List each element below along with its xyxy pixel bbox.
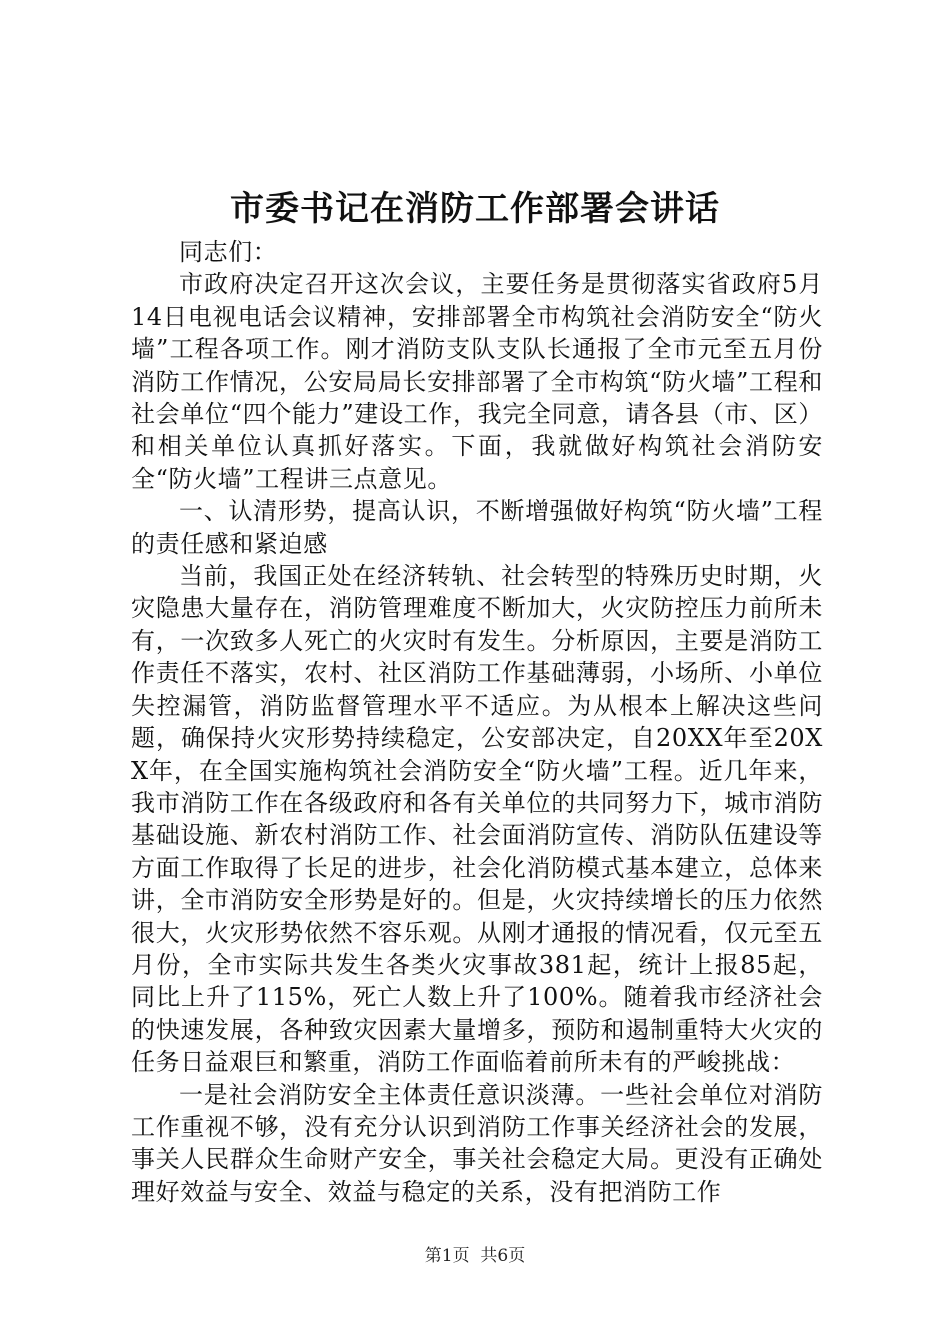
page-number: 第1页 共6页 xyxy=(424,1246,526,1266)
salutation-paragraph: 同志们： xyxy=(179,238,278,266)
page-footer xyxy=(0,1244,950,1268)
document-title: 市委书记在消防工作部署会讲话 xyxy=(230,189,720,229)
point-one-paragraph: 一是社会消防安全主体责任意识淡薄。一些社会单位对消防工作重视不够，没有充分认识到消防工作事关经济社会的发展，事关人民群众生命财产安全，事关社会稳定大局。更没有正确处理好效益与安全、效益与稳定的关系，没有把消防工作 xyxy=(131,1080,823,1206)
document-body xyxy=(131,236,823,1208)
intro-paragraph: 市政府决定召开这次会议，主要任务是贯彻落实省政府5月14日电视电话会议精神，安排部署全市构筑社会消防安全“防火墙”工程各项工作。刚才消防支队支队长通报了全市元至五月份消防工作情况，公安局局长安排部署了全市构筑“防火墙”工程和社会单位“四个能力”建设工作，我完全同意，请各县（市、区）和相关单位认真抓好落实。下面，我就做好构筑社会消防安全“防火墙”工程讲三点意见。 xyxy=(131,270,823,493)
section-heading: 一、认清形势，提高认识，不断增强做好构筑“防火墙”工程的责任感和紧迫感 xyxy=(131,497,823,558)
situation-paragraph: 当前，我国正处在经济转轨、社会转型的特殊历史时期，火灾隐患大量存在，消防管理难度不断加大，火灾防控压力前所未有，一次致多人死亡的火灾时有发生。分析原因，主要是消防工作责任不落实，农村、社区消防工作基础薄弱，小场所、小单位失控漏管，消防监督管理水平不适应。为从根本上解决这些问题，确保持火灾形势持续稳定，公安部决定，自20XX年至20XX年，在全国实施构筑社会消防安全“防火墙”工程。近几年来，我市消防工作在各级政府和各有关单位的共同努力下，城市消防基础设施、新农村消防工作、社会面消防宣传、消防队伍建设等方面工作取得了长足的进步，社会化消防模式基本建立，总体来讲，全市消防安全形势是好的。但是，火灾持续增长的压力依然很大，火灾形势依然不容乐观。从刚才通报的情况看，仅元至五月份，全市实际共发生各类火灾事故381起，统计上报85起，同比上升了115%，死亡人数上升了100%。随着我市经济社会的快速发展，各种致灾因素大量增多，预防和遏制重特大火灾的任务日益艰巨和繁重，消防工作面临着前所未有的严峻挑战： xyxy=(131,562,823,1077)
